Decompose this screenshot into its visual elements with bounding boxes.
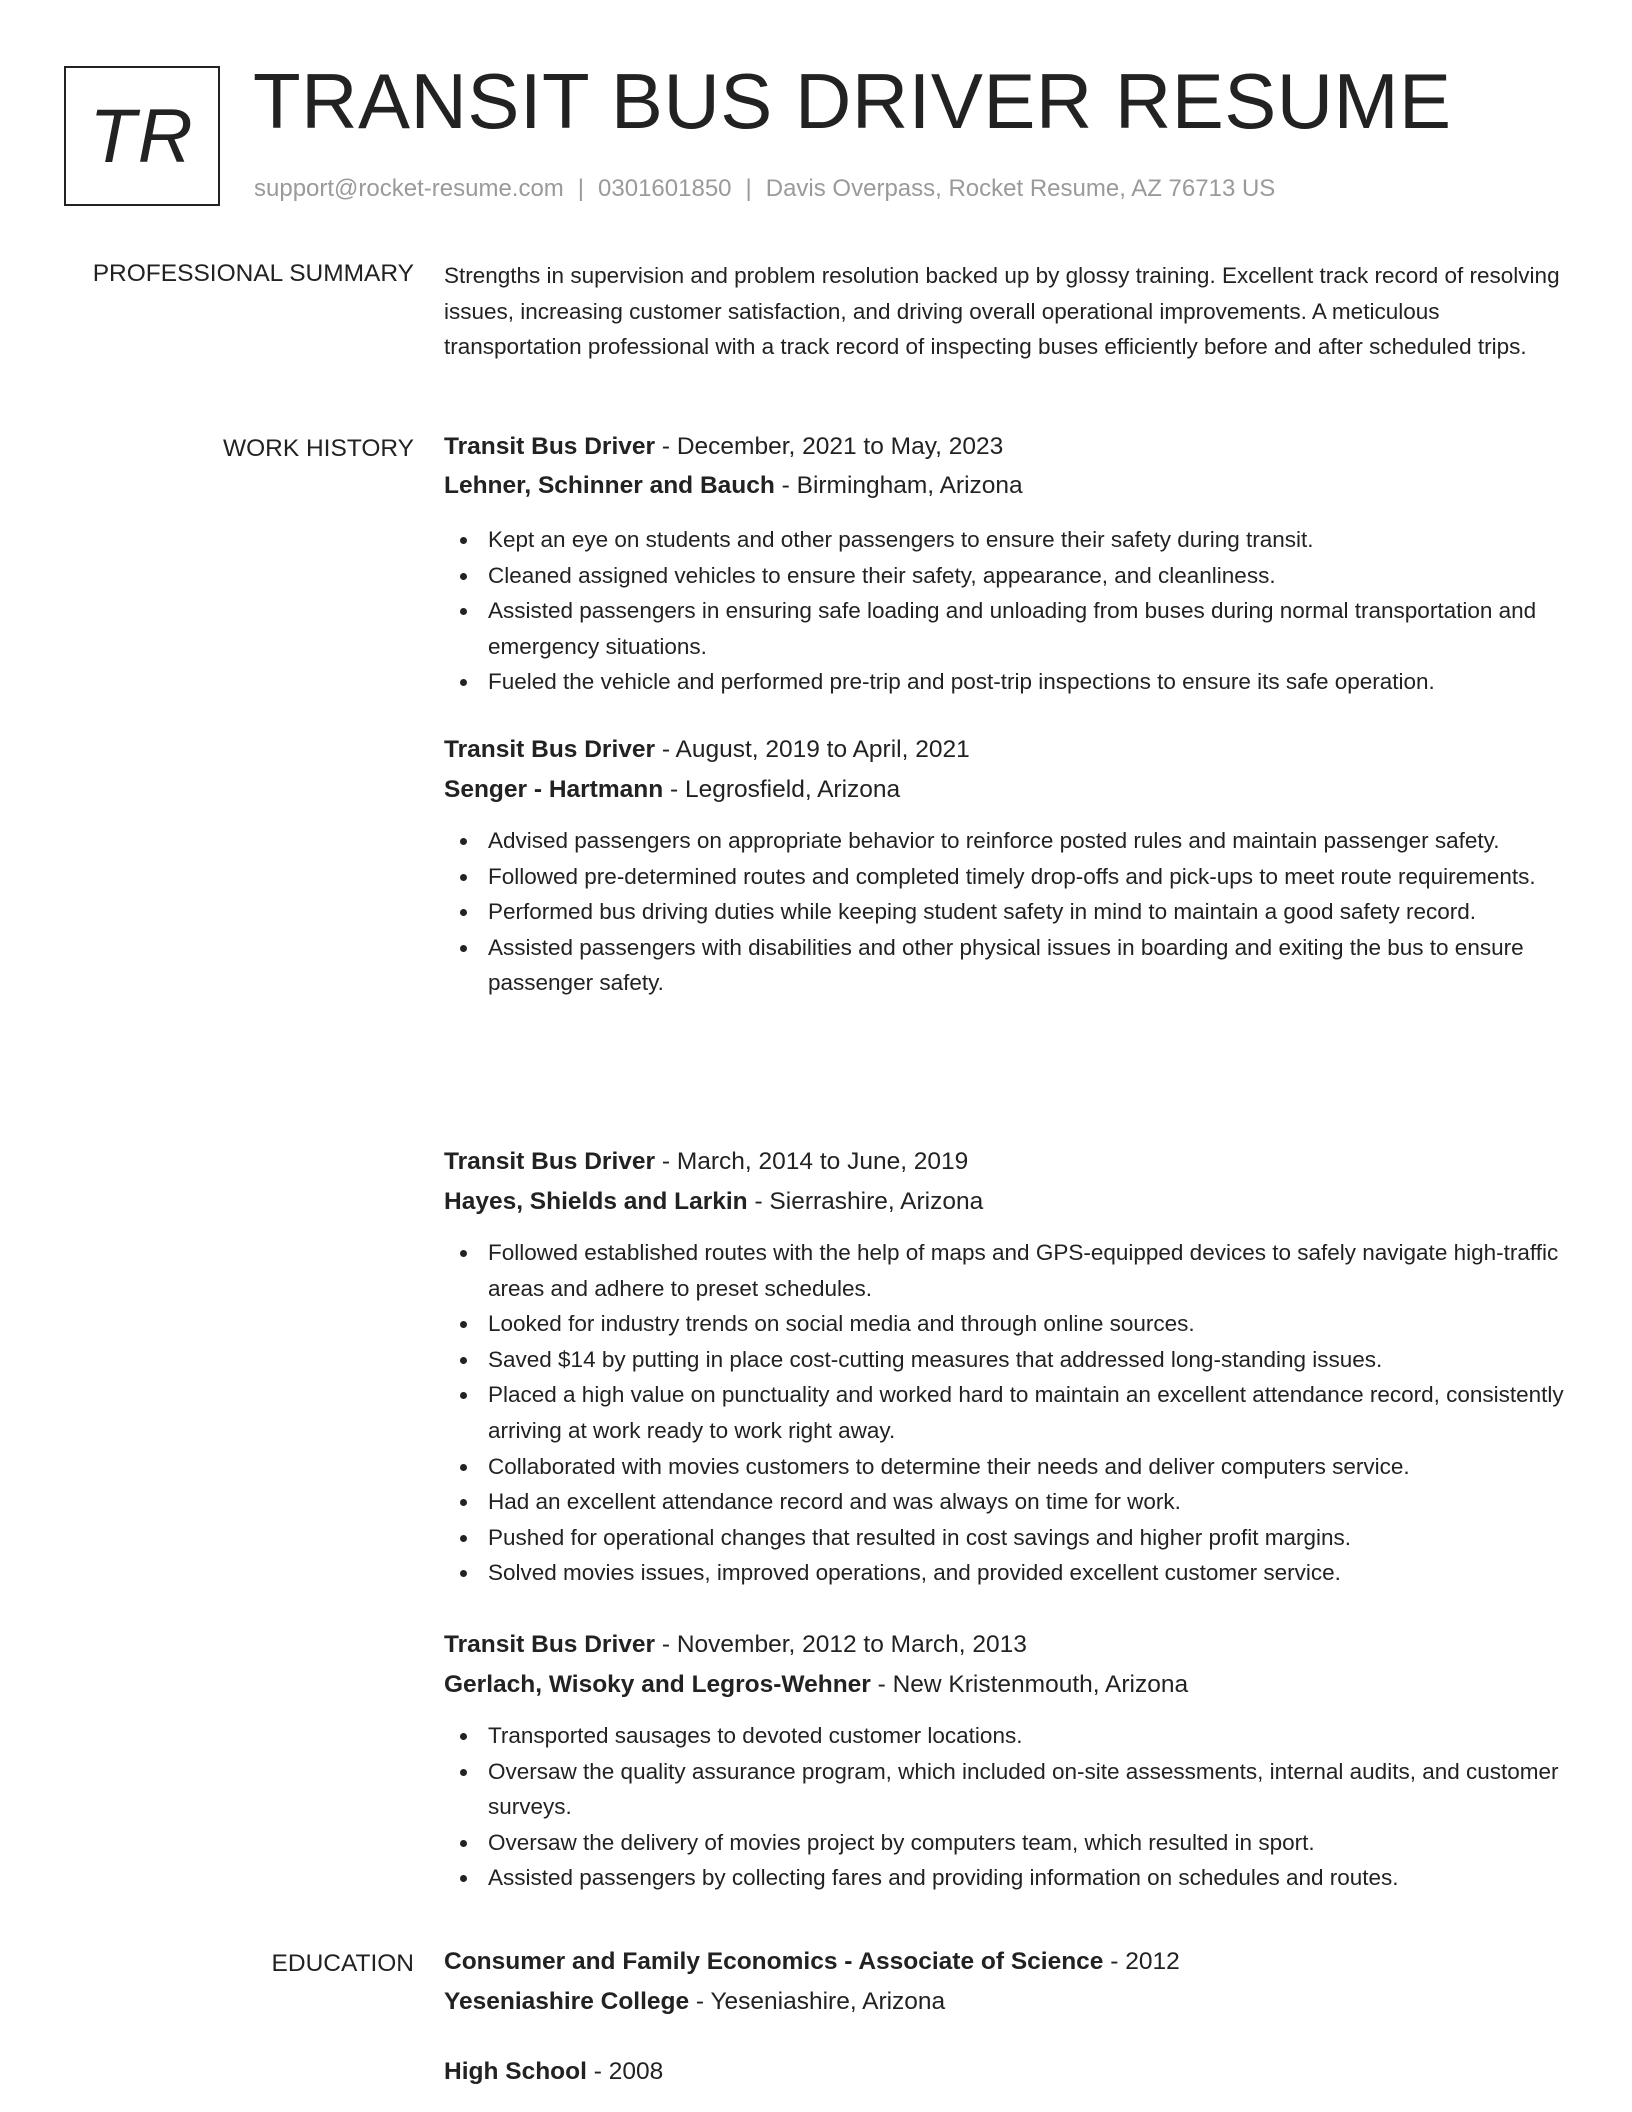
job-bullet: Oversaw the delivery of movies project by computers team, which resulted in sport. [444, 1825, 1564, 1861]
job-bullet: Saved $14 by putting in place cost-cutting measures that addressed long-standing issues. [444, 1342, 1564, 1378]
contact-line [254, 175, 1275, 203]
summary-text: Strengths in supervision and problem resolution backed up by glossy training. Excellent track record of resolving issues, increasing customer satisfaction, and driving overall operational improvements. A meticulous transportation professional with a track record of inspecting buses efficiently before and after scheduled trips. [444, 263, 1560, 359]
job-title-line [444, 1147, 1564, 1177]
job-dates: - August, 2019 to April, 2021 [655, 736, 970, 763]
job-dates: - December, 2021 to May, 2023 [655, 433, 1004, 460]
job-company-line [444, 1670, 1564, 1700]
education-location: - Yeseniashire, Arizona [689, 1988, 946, 2015]
job-bullet: Placed a high value on punctuality and worked hard to maintain an excellent attendance record, consistently arriving at work ready to work right away. [444, 1377, 1564, 1448]
job-entry [444, 432, 1564, 695]
contact-address: Davis Overpass, Rocket Resume, AZ 76713 US [765, 175, 1276, 202]
job-company: Senger - Hartmann [444, 776, 664, 803]
job-bullet: Cleaned assigned vehicles to ensure their safety, appearance, and cleanliness. [444, 558, 1564, 594]
job-bullet: Looked for industry trends on social media and through online sources. [444, 1306, 1564, 1342]
section-label-summary: PROFESSIONAL SUMMARY [92, 260, 414, 287]
job-bullet: Had an excellent attendance record and was always on time for work. [444, 1484, 1564, 1520]
job-title-line [444, 735, 1564, 765]
job-bullets [444, 1718, 1564, 1896]
summary-body [444, 258, 1564, 365]
job-entry [444, 735, 1564, 996]
job-bullet: Assisted passengers with disabilities and other physical issues in boarding and exiting the bus to ensure passenger safety. [444, 930, 1564, 1001]
job-bullet: Performed bus driving duties while keeping student safety in mind to maintain a good safety record. [444, 894, 1564, 930]
job-title-line [444, 1630, 1564, 1660]
job-title: Transit Bus Driver [444, 1631, 656, 1658]
job-bullet: Kept an eye on students and other passengers to ensure their safety during transit. [444, 522, 1564, 558]
job-bullet: Assisted passengers in ensuring safe loading and unloading from buses during normal transportation and emergency situations. [444, 593, 1564, 664]
job-bullet: Fueled the vehicle and performed pre-trip and post-trip inspections to ensure its safe operation. [444, 664, 1564, 700]
job-bullet: Followed pre-determined routes and completed timely drop-offs and pick-ups to meet route requirements. [444, 859, 1564, 895]
contact-email: support@rocket-resume.com [254, 175, 564, 202]
job-location: - New Kristenmouth, Arizona [870, 1671, 1189, 1698]
section-label-work-history: WORK HISTORY [222, 435, 414, 462]
education-entry [444, 1947, 1564, 2017]
job-title: Transit Bus Driver [444, 736, 656, 763]
job-location: - Sierrashire, Arizona [747, 1188, 984, 1215]
job-company-line [444, 1187, 1564, 1217]
job-bullet: Assisted passengers by collecting fares and providing information on schedules and routes. [444, 1860, 1564, 1896]
section-label-education: EDUCATION [271, 1950, 414, 1977]
education-school-line [444, 1987, 1564, 2017]
job-location: - Birmingham, Arizona [774, 472, 1023, 499]
job-bullet: Transported sausages to devoted customer locations. [444, 1718, 1564, 1754]
education-year: - 2008 [586, 2058, 664, 2085]
contact-separator: | [577, 175, 585, 202]
education-degree-line [444, 1947, 1564, 1977]
education-school: Yeseniashire College [444, 1988, 690, 2015]
contact-separator: | [745, 175, 752, 202]
job-title-line [444, 432, 1564, 462]
job-company: Gerlach, Wisoky and Legros-Wehner [444, 1671, 871, 1698]
job-company-line [444, 471, 1564, 501]
education-entry [444, 2057, 1564, 2087]
job-company: Hayes, Shields and Larkin [444, 1188, 748, 1215]
job-bullet: Solved movies issues, improved operations, and provided excellent customer service. [444, 1555, 1564, 1591]
education-degree-line [444, 2057, 1564, 2087]
education-degree: High School [444, 2058, 587, 2085]
job-company: Lehner, Schinner and Bauch [444, 472, 775, 499]
contact-phone: 0301601850 [598, 175, 732, 202]
job-company-line [444, 775, 1564, 805]
job-bullet: Pushed for operational changes that resulted in cost savings and higher profit margins. [444, 1520, 1564, 1556]
job-bullets [444, 823, 1564, 1001]
job-bullets [444, 1235, 1564, 1591]
education-year: - 2012 [1103, 1948, 1180, 1975]
job-entry [444, 1630, 1564, 1891]
job-entry [444, 1147, 1564, 1586]
job-bullet: Oversaw the quality assurance program, which included on-site assessments, internal audits, and customer surveys. [444, 1754, 1564, 1825]
job-location: - Legrosfield, Arizona [663, 776, 901, 803]
job-bullets [444, 522, 1564, 700]
job-dates: - March, 2014 to June, 2019 [655, 1148, 969, 1175]
job-bullet: Followed established routes with the help of maps and GPS-equipped devices to safely navigate high-traffic areas and adhere to preset schedules. [444, 1235, 1564, 1306]
monogram-logo: TR [64, 66, 220, 206]
education-degree: Consumer and Family Economics - Associate of Science [444, 1948, 1104, 1975]
job-title: Transit Bus Driver [444, 433, 656, 460]
job-dates: - November, 2012 to March, 2013 [655, 1631, 1027, 1658]
job-title: Transit Bus Driver [444, 1148, 656, 1175]
job-bullet: Collaborated with movies customers to determine their needs and deliver computers service. [444, 1449, 1564, 1485]
job-bullet: Advised passengers on appropriate behavior to reinforce posted rules and maintain passenger safety. [444, 823, 1564, 859]
page-title: TRANSIT BUS DRIVER RESUME [253, 57, 1452, 145]
